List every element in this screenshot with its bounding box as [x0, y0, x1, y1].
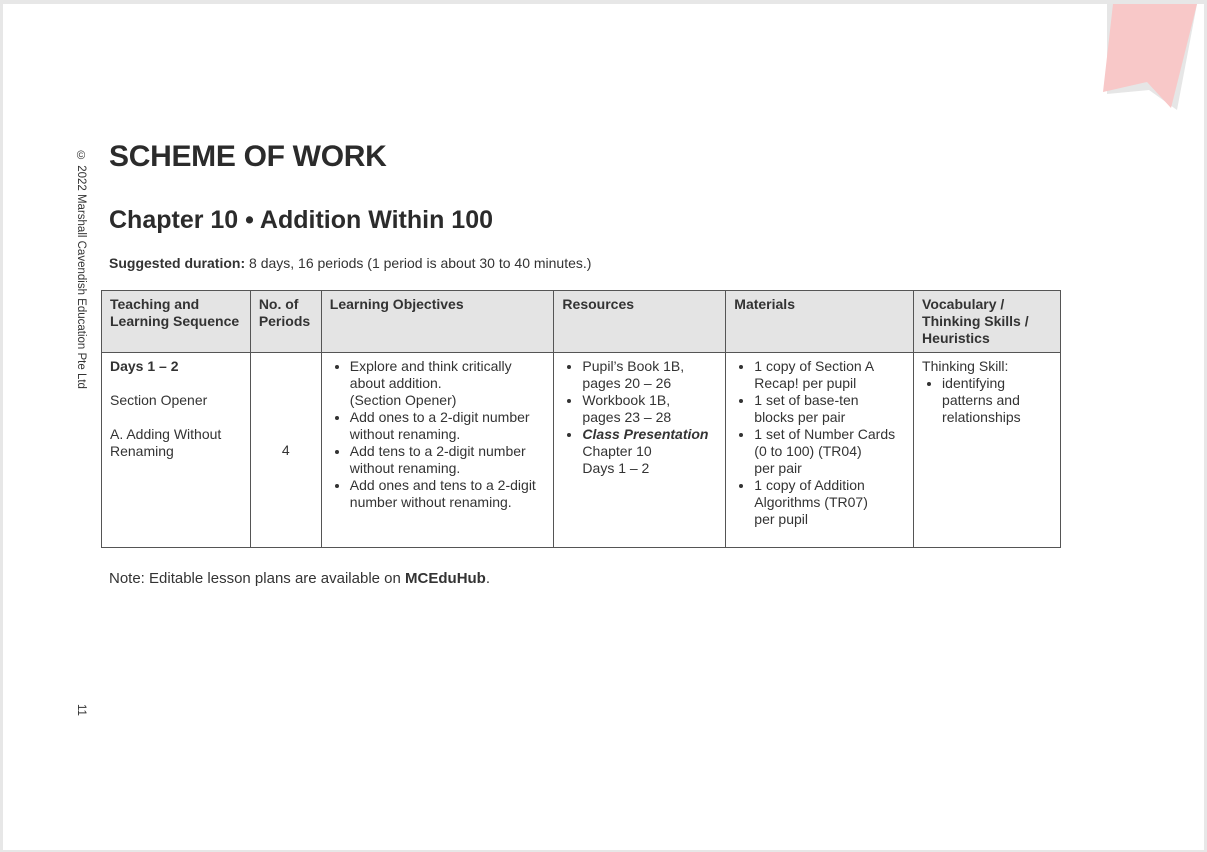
- section-opener: Section Opener: [110, 392, 208, 408]
- lesson-title: A. Adding Without: [110, 426, 222, 442]
- mceduhub-link[interactable]: MCEduHub: [405, 570, 486, 587]
- vocabulary-cell: [914, 353, 1061, 548]
- list-item: • Class Presentation Chapter 10 Days 1 – 2: [582, 426, 717, 477]
- table-row: [102, 353, 1061, 548]
- materials-cell: [726, 353, 914, 548]
- chapter-title: Chapter 10 • Addition Within 100: [109, 206, 494, 234]
- list-item: • Pupil’s Book 1B, pages 20 – 26: [582, 358, 717, 392]
- objectives-cell: [321, 353, 554, 548]
- list-item: • Add tens to a 2-digit number without renaming.: [350, 443, 546, 477]
- duration-label: Suggested duration:: [109, 255, 246, 271]
- page-title: SCHEME OF WORK: [109, 140, 387, 173]
- lesson-title-cont: Renaming: [110, 443, 174, 459]
- header-resources: Resources: [554, 291, 726, 353]
- page-number: 11: [75, 704, 87, 716]
- list-item: • 1 copy of Section A Recap! per pupil: [754, 358, 905, 392]
- list-item: • 1 set of base-ten blocks per pair: [754, 392, 905, 426]
- list-item: • identifying patterns and relationships: [942, 375, 1052, 426]
- header-vocabulary: Vocabulary / Thinking Skills / Heuristics: [914, 291, 1061, 353]
- table-header-row: [102, 291, 1061, 353]
- header-objectives: Learning Objectives: [321, 291, 554, 353]
- list-item: • Workbook 1B, pages 23 – 28: [582, 392, 717, 426]
- list-item: • 1 set of Number Cards (0 to 100) (TR04) per pair: [754, 426, 905, 477]
- header-sequence: Teaching and Learning Sequence: [102, 291, 251, 353]
- sequence-cell: [102, 353, 251, 548]
- header-periods: No. of Periods: [250, 291, 321, 353]
- class-presentation-label: • Class Presentation: [582, 426, 709, 442]
- days-label: Days 1 – 2: [110, 358, 179, 374]
- periods-cell: 4: [250, 353, 321, 548]
- duration-text: 8 days, 16 periods (1 period is about 30 to 40 minutes.): [245, 255, 592, 271]
- thinking-skill-label: Thinking Skill:: [922, 358, 1009, 374]
- header-materials: Materials: [726, 291, 914, 353]
- resources-cell: [554, 353, 726, 548]
- list-item: • Explore and think critically about addition. (Section Opener): [350, 358, 546, 409]
- list-item: • 1 copy of Addition Algorithms (TR07) per pupil: [754, 477, 905, 528]
- list-item: • Add ones and tens to a 2-digit number without renaming.: [350, 477, 546, 511]
- suggested-duration: [109, 255, 591, 271]
- document-page: [3, 4, 1204, 850]
- scheme-of-work-table: [101, 290, 1061, 548]
- copyright-notice: © 2022 Marshall Cavendish Education Pte Ltd: [75, 150, 87, 389]
- bookmark-ribbon-icon[interactable]: [1099, 4, 1199, 124]
- lesson-plan-note: Note: Editable lesson plans are available on MCEduHub.: [109, 570, 491, 587]
- list-item: • Add ones to a 2-digit number without renaming.: [350, 409, 546, 443]
